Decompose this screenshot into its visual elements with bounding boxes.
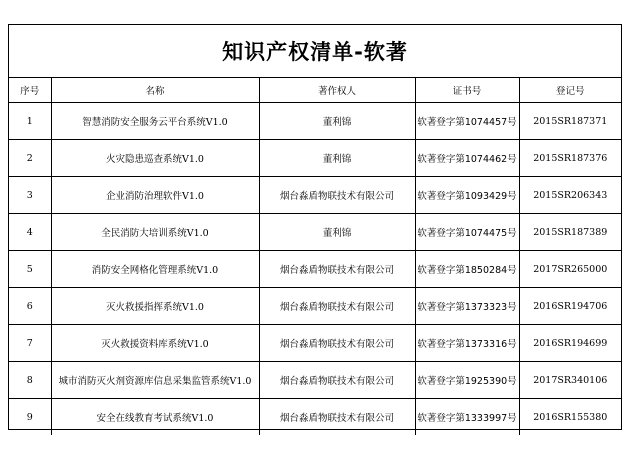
row-registration: 2015SR187371 (519, 103, 621, 140)
header-index: 序号 (9, 78, 51, 103)
row-registration: 2015SR206343 (519, 177, 621, 214)
row-author: 烟台淼盾物联技术有限公司 (259, 362, 415, 399)
row-registration: 2017SR340106 (519, 362, 621, 399)
row-certificate: 软著登字第1925390号 (415, 362, 519, 399)
table-row (9, 251, 621, 288)
row-author: 烟台淼盾物联技术有限公司 (259, 399, 415, 436)
row-certificate: 软著登字第1074462号 (415, 140, 519, 177)
table-row (9, 362, 621, 399)
table-row (9, 103, 621, 140)
table-row (9, 288, 621, 325)
row-certificate: 软著登字第1373316号 (415, 325, 519, 362)
row-author: 烟台淼盾物联技术有限公司 (259, 177, 415, 214)
row-index: 8 (9, 362, 51, 399)
header-author: 著作权人 (259, 78, 415, 103)
row-certificate: 软著登字第1333997号 (415, 399, 519, 436)
row-registration: 2015SR187389 (519, 214, 621, 251)
header-row (9, 78, 621, 103)
row-registration: 2017SR265000 (519, 251, 621, 288)
row-registration: 2015SR187376 (519, 140, 621, 177)
row-certificate: 软著登字第1093429号 (415, 177, 519, 214)
row-index: 7 (9, 325, 51, 362)
row-index: 4 (9, 214, 51, 251)
table-row (9, 214, 621, 251)
row-certificate: 软著登字第1373323号 (415, 288, 519, 325)
ip-list-sheet (8, 24, 622, 430)
row-name: 火灾隐患巡查系统V1.0 (51, 140, 259, 177)
row-index: 6 (9, 288, 51, 325)
row-registration: 2016SR194699 (519, 325, 621, 362)
table-row (9, 325, 621, 362)
row-author: 烟台淼盾物联技术有限公司 (259, 288, 415, 325)
row-name: 企业消防治理软件V1.0 (51, 177, 259, 214)
row-name: 消防安全网格化管理系统V1.0 (51, 251, 259, 288)
row-name: 智慧消防安全服务云平台系统V1.0 (51, 103, 259, 140)
row-index: 3 (9, 177, 51, 214)
row-certificate: 软著登字第1074457号 (415, 103, 519, 140)
row-index: 1 (9, 103, 51, 140)
header-name: 名称 (51, 78, 259, 103)
row-certificate: 软著登字第1850284号 (415, 251, 519, 288)
row-registration: 2016SR155380 (519, 399, 621, 436)
row-index: 9 (9, 399, 51, 436)
row-name: 安全在线教育考试系统V1.0 (51, 399, 259, 436)
row-certificate: 软著登字第1074475号 (415, 214, 519, 251)
row-index: 2 (9, 140, 51, 177)
table-row (9, 177, 621, 214)
row-author: 烟台淼盾物联技术有限公司 (259, 325, 415, 362)
row-index: 5 (9, 251, 51, 288)
table-body (9, 103, 621, 436)
header-registration: 登记号 (519, 78, 621, 103)
table-row (9, 140, 621, 177)
software-copyright-table (9, 78, 621, 435)
row-name: 城市消防灭火剂资源库信息采集监管系统V1.0 (51, 362, 259, 399)
header-certificate: 证书号 (415, 78, 519, 103)
row-author: 董利锦 (259, 103, 415, 140)
row-registration: 2016SR194706 (519, 288, 621, 325)
row-name: 全民消防大培训系统V1.0 (51, 214, 259, 251)
row-author: 董利锦 (259, 140, 415, 177)
row-author: 烟台淼盾物联技术有限公司 (259, 251, 415, 288)
table-row (9, 399, 621, 436)
row-name: 灭火救援指挥系统V1.0 (51, 288, 259, 325)
row-author: 董利锦 (259, 214, 415, 251)
row-name: 灭火救援资料库系统V1.0 (51, 325, 259, 362)
sheet-title: 知识产权清单-软著 (9, 25, 621, 78)
